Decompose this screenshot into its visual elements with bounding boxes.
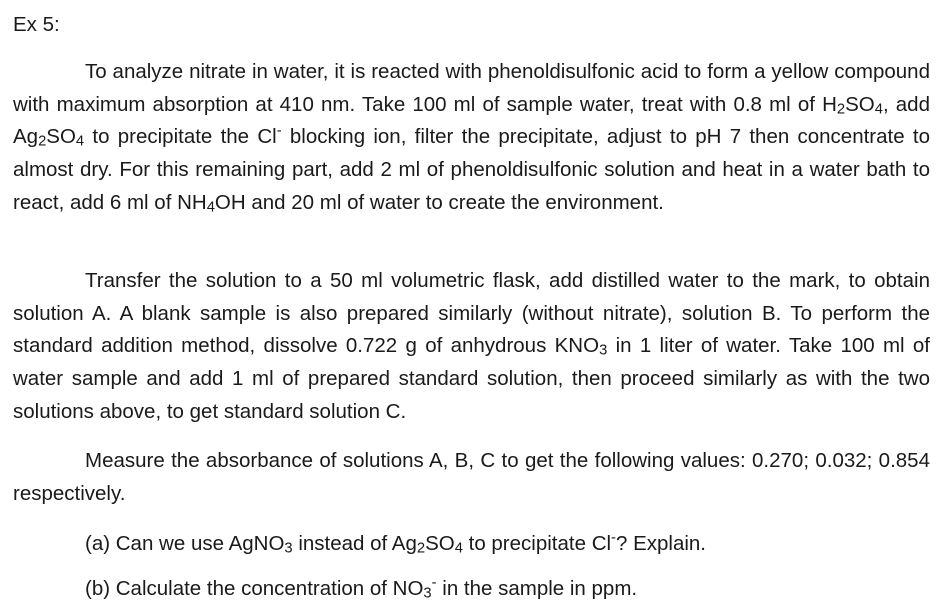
subscript: 2 xyxy=(836,101,846,118)
text-run: to precipitate the Cl xyxy=(84,125,277,149)
text-run: in 1 liter of water. Take 100 ml of water sample and add 1 ml of prepared standard solution, then proceed similarly as with the two solutions above, to get standard solution C. xyxy=(13,334,930,423)
superscript: - xyxy=(276,123,282,140)
superscript: - xyxy=(431,574,437,591)
text-run: SO xyxy=(845,92,875,116)
text-run: in the sample in ppm. xyxy=(436,577,638,600)
text-run: (b) Calculate the concentration of NO xyxy=(85,577,424,600)
text-run: (a) Can we use AgNO xyxy=(85,532,285,555)
subscript: 4 xyxy=(454,540,463,557)
subscript: 2 xyxy=(38,134,47,151)
question-b xyxy=(85,575,637,603)
superscript: - xyxy=(611,529,616,546)
text-run: OH and 20 ml of water to create the environment. xyxy=(214,190,664,214)
paragraph-standard-addition xyxy=(13,265,930,429)
text-run: SO xyxy=(46,125,76,149)
subscript: 3 xyxy=(284,540,293,557)
text-run: Transfer the solution to a 50 ml volumetric flask, add distilled water to the mark, to obtain solution A. A blank sample is also prepared similarly (without nitrate), solution B. To perform the standard addition method, dissolve 0.722 g of anhydrous KNO xyxy=(13,269,930,358)
subscript: 3 xyxy=(423,585,432,602)
subscript: 4 xyxy=(75,134,85,151)
question-a xyxy=(85,530,706,558)
subscript: 4 xyxy=(874,101,883,118)
text-run: To analyze nitrate in water, it is reacted with phenoldisulfonic acid to form a yellow compound with maximum absorption at 410 nm. Take 100 ml of sample water, treat with 0.8 ml of H xyxy=(13,60,930,116)
text-run: instead of Ag xyxy=(292,532,417,555)
text-run: to precipitate Cl xyxy=(462,532,612,555)
text-run: blocking ion, filter the precipitate, adjust to pH 7 then concentrate to almost dry. For this remaining part, add 2 ml of phenoldisulfonic solution and heat in a water bath to react, add 6 ml of NH xyxy=(13,125,930,214)
subscript: 4 xyxy=(206,199,215,216)
subscript: 2 xyxy=(416,540,426,557)
paragraph-procedure xyxy=(13,56,930,220)
exercise-title: Ex 5: xyxy=(13,13,60,36)
text-run: SO xyxy=(425,532,455,555)
text-run: ? Explain. xyxy=(615,532,706,555)
subscript: 3 xyxy=(599,343,608,360)
text-run: Measure the absorbance of solutions A, B, C to get the following values: 0.270; 0.032; 0.854 respectively. xyxy=(13,449,930,505)
text-run: , add Ag xyxy=(13,92,930,149)
paragraph-absorbance xyxy=(13,445,930,510)
